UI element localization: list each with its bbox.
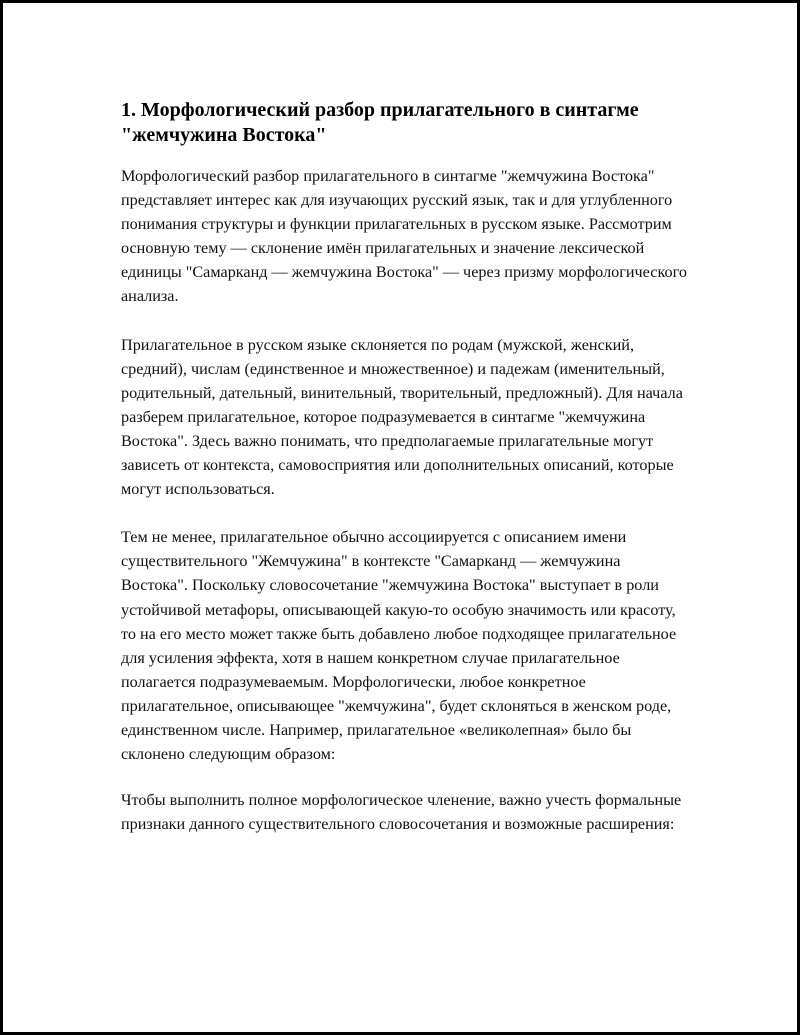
section-heading: 1. Морфологический разбор прилагательного в синтагме "жемчужина Востока" xyxy=(121,99,639,146)
paragraph-intro: Морфологический разбор прилагательного в синтагме "жемчужина Востока" представляет интерес как для изучающих русский язык, так и для углубленного понимания структуры и функции прилагательных в русском языке. Рассмотрим основную тему — склонение имён прилагательных и значение лексической единицы "Самарканд — жемчужина Востока" — через призму морфологического анализа. xyxy=(121,167,687,306)
document-body xyxy=(121,98,689,860)
paragraph-declension: Прилагательное в русском языке склоняется по родам (мужской, женский, средний), числам (единственное и множественное) и падежам (именительный, родительный, дательный, винительный, творительный, предложный). Для начала разберем прилагательное, которое подразумевается в синтагме "жемчужина Востока". Здесь важно понимать, что предполагаемые прилагательные могут зависеть от контекста, самовосприятия или дополнительных описаний, которые могут использоваться. xyxy=(121,335,683,499)
paragraph-segmentation: Чтобы выполнить полное морфологическое членение, важно учесть формальные признаки данного существительного словосочетания и возможные расширения: xyxy=(121,791,682,834)
paragraph-metaphor: Тем не менее, прилагательное обычно ассоциируется с описанием имени существительного "Жемчужина" в контексте "Самарканд — жемчужина Востока". Поскольку словосочетание "жемчужина Востока" выступает в роли устойчивой метафоры, описывающей какую-то особую значимость или красоту, то на его место может также быть добавлено любое подходящее прилагательное для усиления эффекта, хотя в нашем конкретном случае прилагательное полагается подразумеваемым. Морфологически, любое конкретное прилагательное, описывающее "жемчужина", будет склоняться в женском роде, единственном числе. Например, прилагательное «великолепная» было бы склонено следующим образом: xyxy=(121,528,677,764)
